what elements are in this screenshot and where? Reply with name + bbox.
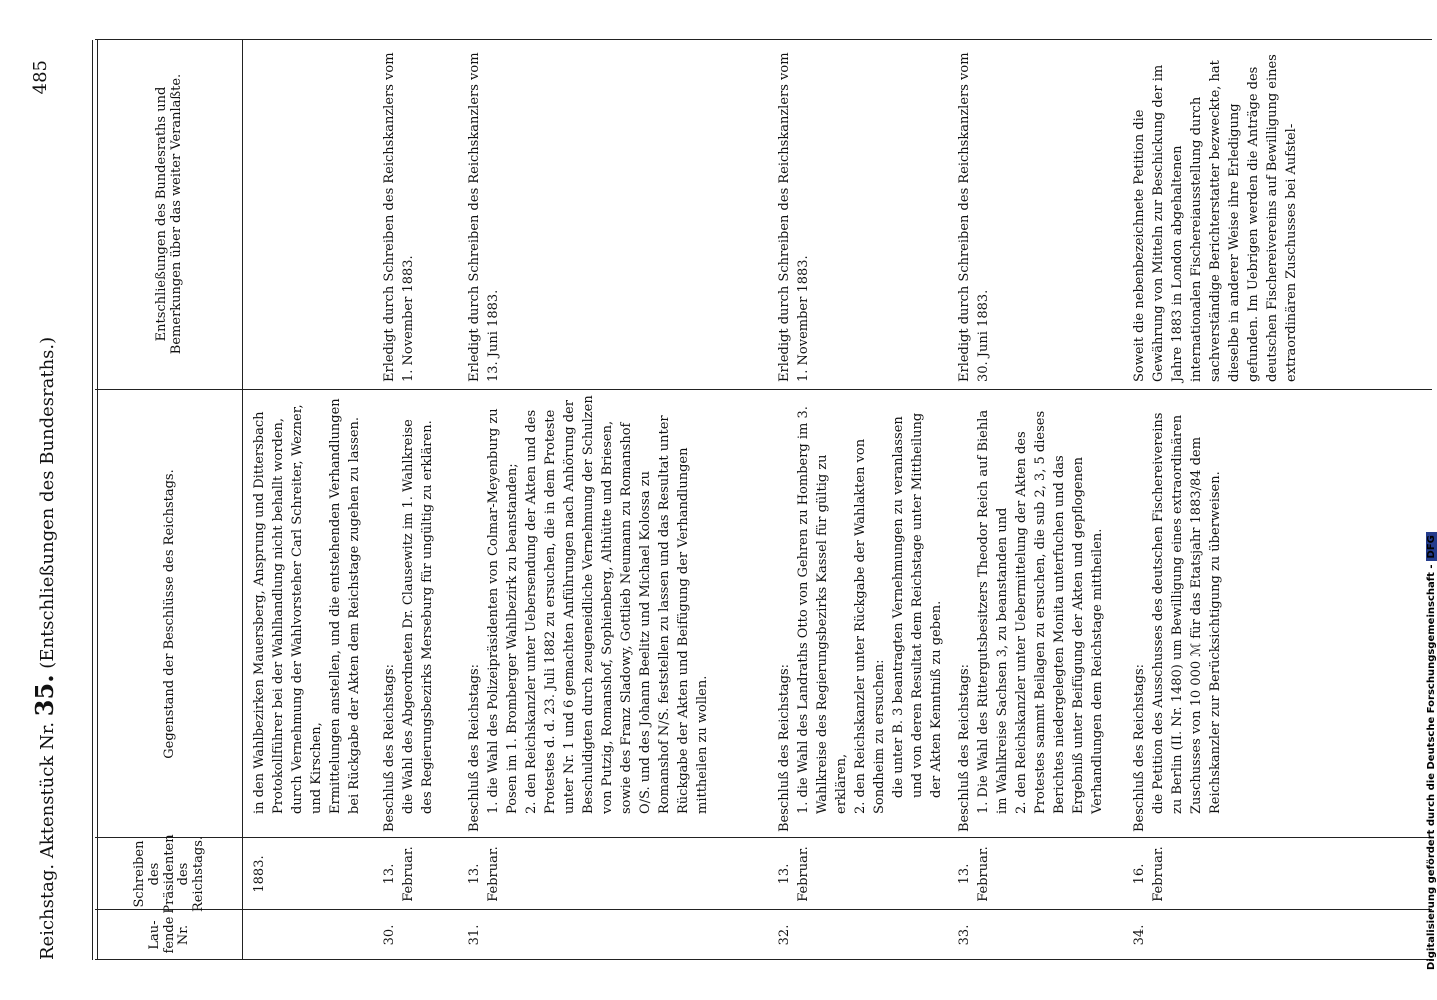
gegenstand-text: Ermittelungen anstellen, und die entstehenden Verhandlungen bei Rückgabe der Akten dem Reichstage zugehen zu lassen. (328, 398, 362, 814)
column-header-schreiben: Schreiben des Präsidenten des Reichstags. (131, 834, 207, 914)
row-entschliessung (380, 46, 418, 382)
row-entschliessung (775, 46, 813, 382)
row-date: 13. Februar. (382, 846, 416, 902)
row-entschliessung (1130, 46, 1301, 382)
gegenstand-text: 2. den Reichskanzler unter Rückgabe der Wahlakten von Sondheim zu ersuchen: (853, 438, 887, 814)
column-head-rule (242, 40, 243, 960)
dfg-logo: DFG (1426, 532, 1437, 561)
row-entschliessung (955, 46, 993, 382)
entschliessung-text: Erledigt durch Schreiben des Reichskanzlers vom 30. Juni 1883. (957, 52, 991, 382)
table-border-right (95, 39, 1432, 40)
row-gegenstand (250, 394, 364, 832)
row-date: 13. Februar. (467, 846, 501, 902)
row-date: 1883. (252, 855, 267, 893)
row-gegenstand (465, 394, 712, 832)
gegenstand-text: in den Wahlbezirken Mauersberg, Ansprung und Dittersbach Protokollführer bei der Wahlhandlung nicht behallt worden, durch Vernehmung der Wahlvorsteher Carl Schreiter, Wezner, und Kirschen, (252, 404, 324, 814)
row-gegenstand (775, 394, 946, 832)
credit-text: Digitalisierung gefördert durch die Deutsche Forschungsgemeinschaft - (1426, 564, 1437, 970)
entschliessung-text: Erledigt durch Schreiben des Reichskanzlers vom 13. Juni 1883. (467, 52, 501, 382)
entschliessung-text: Erledigt durch Schreiben des Reichskanzlers vom 1. November 1883. (777, 52, 811, 382)
page-header (20, 60, 60, 960)
row-date: 16. Februar. (1132, 846, 1166, 902)
gegenstand-text: Beschluß des Reichstags: (382, 663, 397, 832)
header-paren: (Entschließungen des Bundesraths.) (37, 336, 58, 669)
gegenstand-text: 2. den Reichskanzler unter Uebermittelung der Akten des Protestes sammt Beilagen zu ersuchen, die sub 2, 3, 5 dieses Berichtes niedergelegten Monita unterfuchen und das Ergebniß unter Beifügung der Akten und gepflogenen Verhandlungen dem Reichstage mittheilen. (1014, 410, 1105, 814)
gegenstand-text: 1. Die Wahl des Rittergutsbesitzers Theodor Reich auf Biehla im Wahlkreise Sachsen 3, zu beanstanden und (976, 409, 1010, 814)
row-number: 31. (467, 924, 482, 946)
gegenstand-text: die Wahl des Abgeordneten Dr. Clausewitz im 1. Wahlkreise des Regierungsbezirks Merseburg für ungültig zu erklären. (401, 419, 435, 814)
column-header-entschliessungen: Entschließungen des Bundesraths und Bemerkungen über das weiter Veranlaßte. (154, 73, 184, 355)
column-header-lfd: Lau-fende Nr. (146, 916, 192, 954)
gegenstand-text: Beschluß des Reichstags: (777, 663, 792, 832)
header-rule (92, 40, 93, 960)
header-left-text: Reichstag. Aktenstück Nr. (37, 721, 58, 960)
gegenstand-text: die Petition des Ausschusses des deutschen Fischereivereins zu Berlin (II. Nr. 1480) um Bewilligung eines extraordinären Zuschusses von 10 000 ℳ für das Etatsjahr 1883/84 dem Reichskanzler zur Berücksichtigung zu überweisen. (1151, 412, 1223, 814)
row-gegenstand (380, 394, 437, 832)
row-number: 32. (777, 924, 792, 946)
credit-line (1426, 30, 1437, 970)
gegenstand-text: Beschluß des Reichstags: (1132, 663, 1147, 832)
column-header-gegenstand: Gegenstand der Beschlüsse des Reichstags. (161, 469, 177, 759)
row-date: 13. Februar. (957, 846, 991, 902)
column-divider (95, 909, 1432, 910)
row-number: 33. (957, 924, 972, 946)
column-divider (95, 389, 1432, 390)
gegenstand-text: Beschluß des Reichstags: (957, 663, 972, 832)
row-number: 30. (382, 924, 397, 946)
gegenstand-text: 2. den Reichskanzler unter Uebersendung der Akten und des Protestes d. d. 23. Juli 1882 zu ersuchen, die in dem Proteste unter Nr. 1 und 6 gemachten Anführungen nach Anhörung der Beschuldigten durch zeugeneidliche Vernehmung der Schulzen von Putzig, Romanshof, Sophienberg, Althütte und Briesen, sowie des Franz Sladowy, Gottlieb Neumann zu Romanshof O/S. und des Johann Beelitz und Michael Kolossa zu Romanshof N/S. feststellen zu lassen und das Resultat unter Rückgabe der Akten und Beifügung der Verhandlungen mittheilen zu wollen. (524, 395, 710, 814)
entschliessung-text: Soweit die nebenbezeichnete Petition die Gewährung von Mitteln zur Beschickung der im Jahre 1883 in London abgehaltenen internationalen Fischereiausstellung durch sachverständige Berichterstatter bezweckte, hat dieselbe in anderer Weise ihre Erledigung gefunden. Im Uebrigen werden die Anträge des deutschen Fischereivereins auf Bewilligung eines extraordinären Zuschusses bei Aufstel- (1132, 54, 1299, 382)
gegenstand-text: 1. die Wahl des Polizeipräsidenten von Colmar-Meyenburg zu Posen im 1. Bromberger Wahlbezirk zu beanstanden; (486, 408, 520, 814)
row-gegenstand (1130, 394, 1225, 832)
digitization-credit (1408, 30, 1437, 970)
gegenstand-text: Beschluß des Reichstags: (467, 663, 482, 832)
row-entschliessung (465, 46, 503, 382)
row-date: 13. Februar. (777, 846, 811, 902)
header-rule-double (97, 40, 98, 960)
gegenstand-text: 1. die Wahl des Landraths Otto von Gehren zu Homberg im 3. Wahlkreise des Regierungsbezirks Kassel für gültig zu erklären, (796, 406, 849, 814)
row-gegenstand (955, 394, 1107, 832)
header-number: 35. (30, 674, 59, 717)
page-number: 485 (30, 60, 51, 95)
gegenstand-text: die unter B. 3 beantragten Vernehmungen zu veranlassen und von deren Resultat dem Reichstage unter Mittheilung der Akten Kenntniß zu geben. (891, 412, 944, 798)
table-border-left (95, 959, 1432, 960)
column-divider (95, 837, 1432, 838)
entschliessung-text: Erledigt durch Schreiben des Reichskanzlers vom 1. November 1883. (382, 52, 416, 382)
row-number: 34. (1132, 924, 1147, 946)
header-title (30, 337, 59, 960)
